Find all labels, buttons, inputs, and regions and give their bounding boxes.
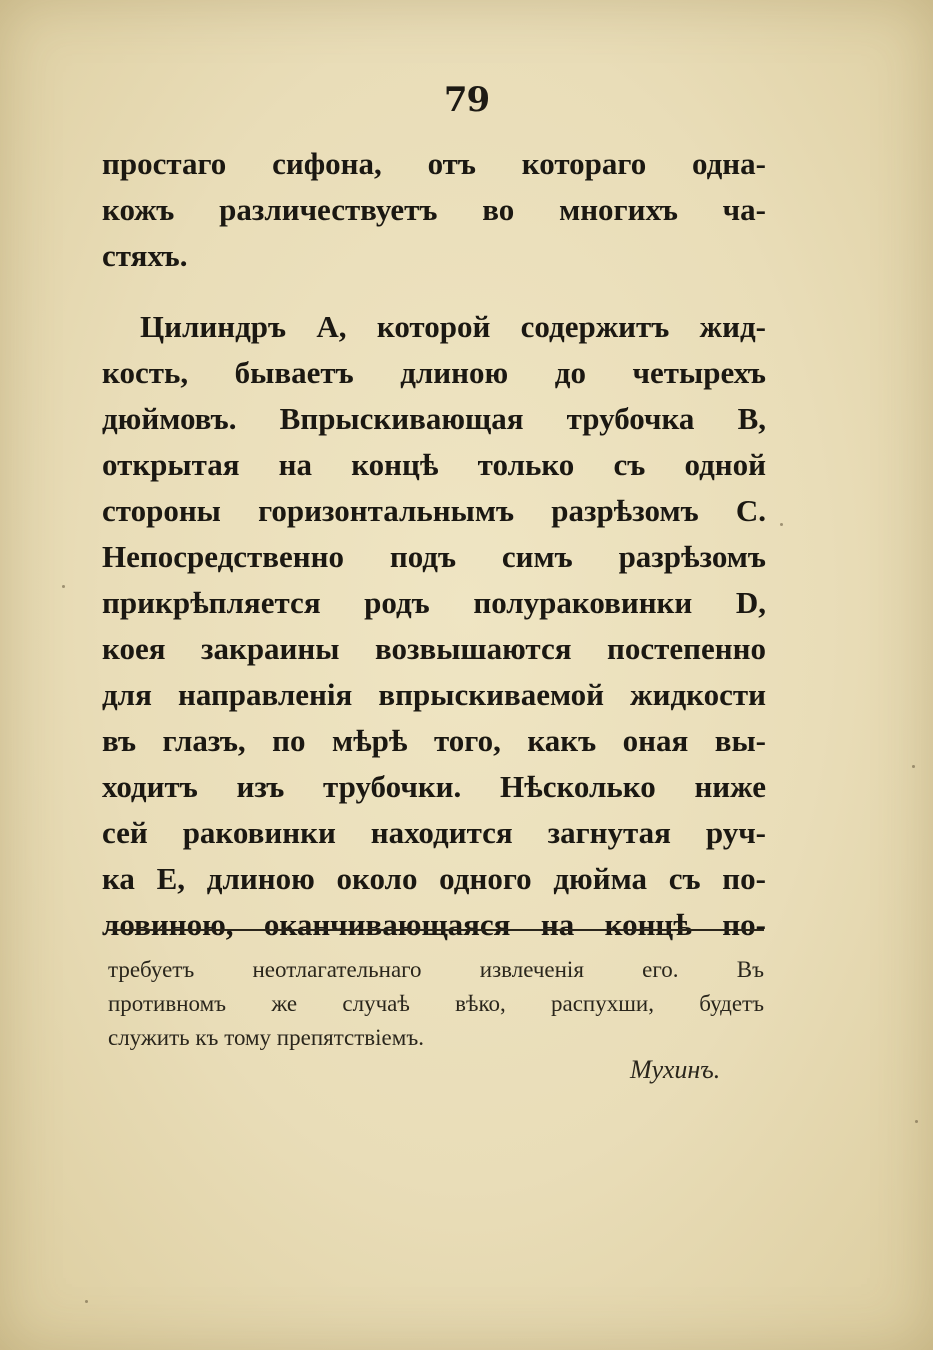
- text-line: открытая на концѣ только съ одной: [102, 447, 766, 482]
- text-line: сей раковинки находится загнутая руч-: [102, 815, 766, 850]
- footnote-line: противномъ же случаѣ вѣко, распухши, будетъ: [108, 991, 764, 1016]
- text-line: прикрѣпляется родъ полураковинки D,: [102, 585, 766, 620]
- text-line: ходитъ изъ трубочки. Нѣсколько ниже: [102, 769, 766, 804]
- text-line: дюймовъ. Впрыскивающая трубочка В,: [102, 401, 766, 436]
- footnote-signature: Мухинъ.: [630, 1055, 721, 1084]
- text-line: Цилиндръ А, которой содержитъ жид-: [140, 309, 766, 344]
- footnote-line: служить къ тому препятствіемъ.: [108, 1025, 424, 1050]
- text-line: Непосредственно подъ симъ разрѣзомъ: [102, 539, 766, 574]
- text-line: для направленія впрыскиваемой жидкости: [102, 677, 766, 712]
- paper-speck: [912, 765, 915, 768]
- footnote-line: требуетъ неотлагательнаго извлеченія его. Въ: [108, 957, 764, 982]
- text-line: простаго сифона, отъ котораго одна-: [102, 146, 766, 181]
- text-line: ка Е, длиною около одного дюйма съ по-: [102, 861, 766, 896]
- text-line: ловиною, оканчивающаяся на концѣ по-: [102, 907, 766, 942]
- footnote-rule: [108, 929, 764, 931]
- paper-speck: [85, 1300, 88, 1303]
- text-line: стяхъ.: [102, 238, 188, 273]
- text-line: кость, бываетъ длиною до четырехъ: [102, 355, 766, 390]
- text-line: стороны горизонтальнымъ разрѣзомъ С.: [102, 493, 766, 528]
- paper-speck: [915, 1120, 918, 1123]
- text-line: въ глазъ, по мѣрѣ того, какъ оная вы-: [102, 723, 766, 758]
- text-line: коея закраины возвышаются постепенно: [102, 631, 766, 666]
- text-line: кожъ различествуетъ во многихъ ча-: [102, 192, 766, 227]
- paper-speck: [62, 585, 65, 588]
- paper-speck: [780, 523, 783, 526]
- page-number: 79: [443, 80, 490, 120]
